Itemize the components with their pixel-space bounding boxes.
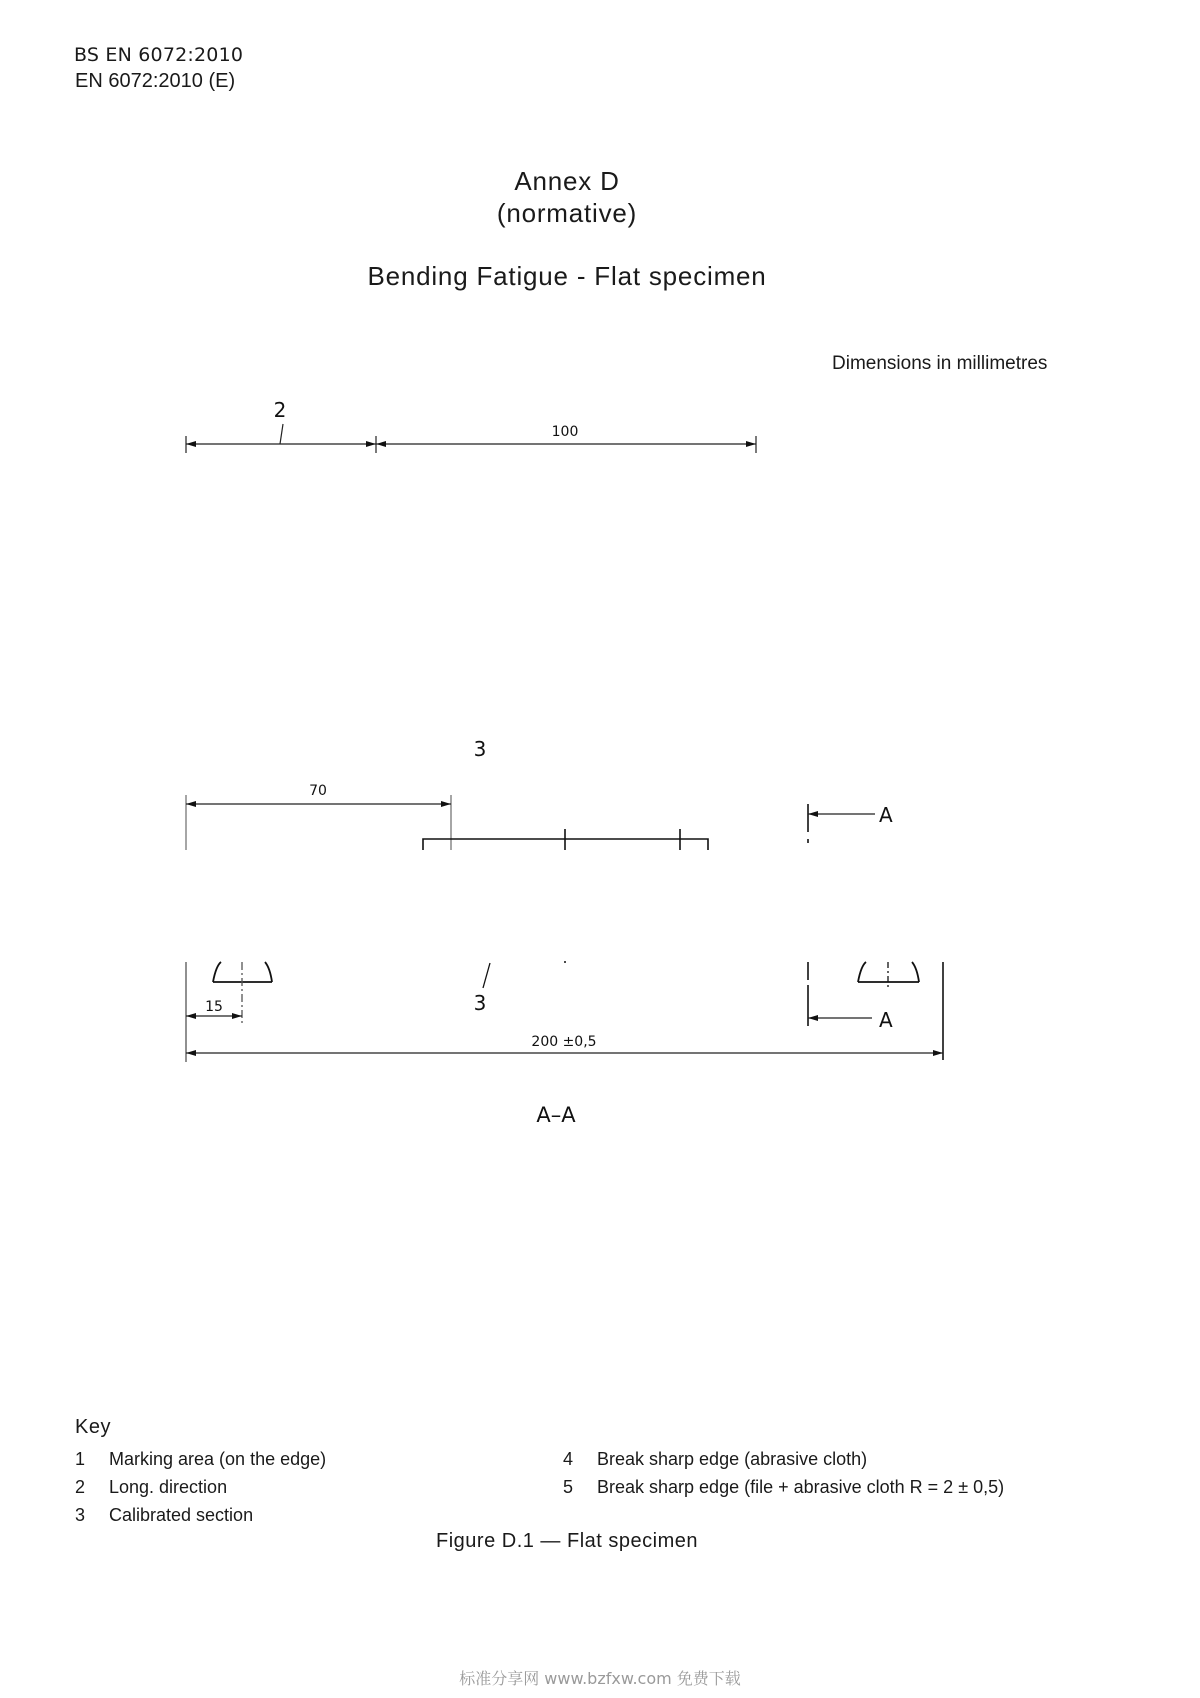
front-view-upper — [186, 795, 875, 850]
section-label-a-a: A–A — [536, 1103, 576, 1127]
dim-15: 15 — [205, 999, 223, 1015]
key-item-text: Calibrated section — [109, 1505, 254, 1525]
standard-number-en: EN 6072:2010 (E) — [75, 70, 236, 92]
key-item-text: Long. direction — [109, 1477, 228, 1497]
figure-caption: Figure D.1 — Flat specimen — [436, 1530, 698, 1552]
callout-3-bottom: 3 — [473, 991, 487, 1015]
key-item-number: 3 — [75, 1505, 86, 1525]
annex-type: (normative) — [496, 198, 638, 228]
callout-3-top: 3 — [473, 737, 487, 761]
dim-200: 200 ±0,5 — [531, 1034, 597, 1050]
key-item-text: Marking area (on the edge) — [109, 1449, 327, 1469]
section-marker-a-top: A — [879, 803, 893, 827]
key-title: Key — [75, 1416, 111, 1438]
section-marker-a-bottom: A — [879, 1008, 893, 1032]
footer-watermark: 标准分享网 www.bzfxw.com 免费下载 — [459, 1669, 741, 1688]
key-item-number: 1 — [75, 1449, 86, 1469]
dim-100: 100 — [551, 424, 579, 440]
dim-70: 70 — [309, 783, 327, 799]
annex-title: Annex D — [514, 166, 620, 196]
callout-2: 2 — [273, 398, 287, 422]
key-item-text: Break sharp edge (abrasive cloth) — [597, 1449, 868, 1469]
key-item-number: 5 — [563, 1477, 574, 1497]
top-view-dimensions — [186, 424, 756, 453]
key-item-number: 4 — [563, 1449, 574, 1469]
dimensions-note: Dimensions in millimetres — [832, 353, 1048, 374]
annex-heading: Bending Fatigue - Flat specimen — [367, 261, 767, 291]
standard-number-bs: BS EN 6072:2010 — [74, 44, 244, 66]
key-item-text: Break sharp edge (file + abrasive cloth R = 2 ± 0,5) — [597, 1477, 1005, 1497]
key-item-number: 2 — [75, 1477, 86, 1497]
